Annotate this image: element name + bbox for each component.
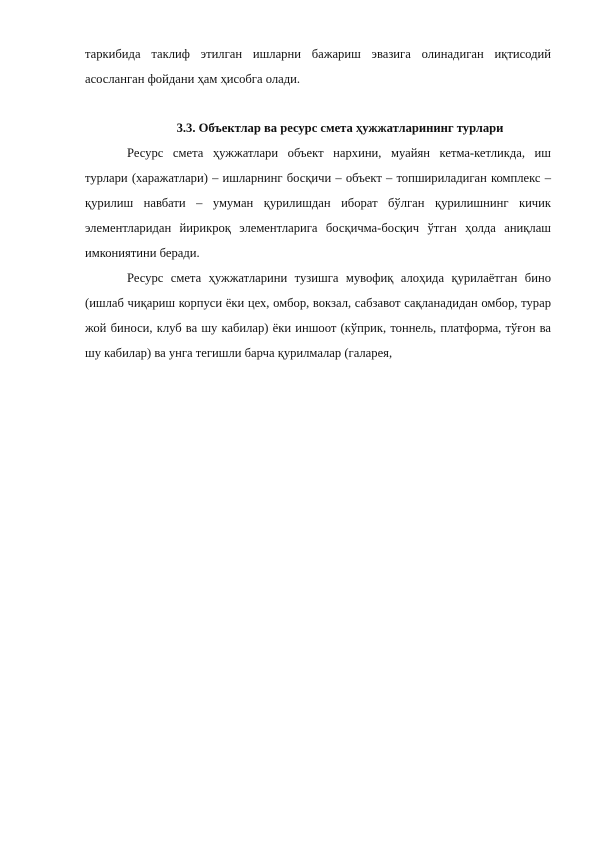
section-heading: 3.3. Объектлар ва ресурс смета ҳужжатларининг турлари — [176, 121, 504, 135]
paragraph-building-objects: Ресурс смета ҳужжатларини тузишга мувофиқ алоҳида қурилаётган бино (ишлаб чиқариш корпуси ёки цех, омбор, вокзал, сабзавот сақланадидан омбор, турар жой биноси, клуб ва шу кабилар) ёки иншоот (кўприк, тоннель, платформа, тўғон ва шу кабилар) ва унга тегишли барча қурилмалар (галарея, — [85, 271, 551, 360]
document-page — [85, 42, 551, 366]
paragraph-continuation: таркибида таклиф этилган ишларни бажариш эвазига олинадиган иқтисодий асосланган фойдани ҳам ҳисобга олади. — [85, 47, 551, 86]
paragraph-resource-estimate: Ресурс смета ҳужжатлари объект нархини, муайян кетма-кетликда, иш турлари (харажатлари) – ишларнинг босқичи – объект – топшириладиган комплекс – қурилиш навбати – умуман қурилишдан иборат бўлган қурилишнинг кичик элементларидан йирикроқ элементларига босқичма-босқич ўтган ҳолда аниқлаш имкониятини беради. — [85, 146, 551, 260]
